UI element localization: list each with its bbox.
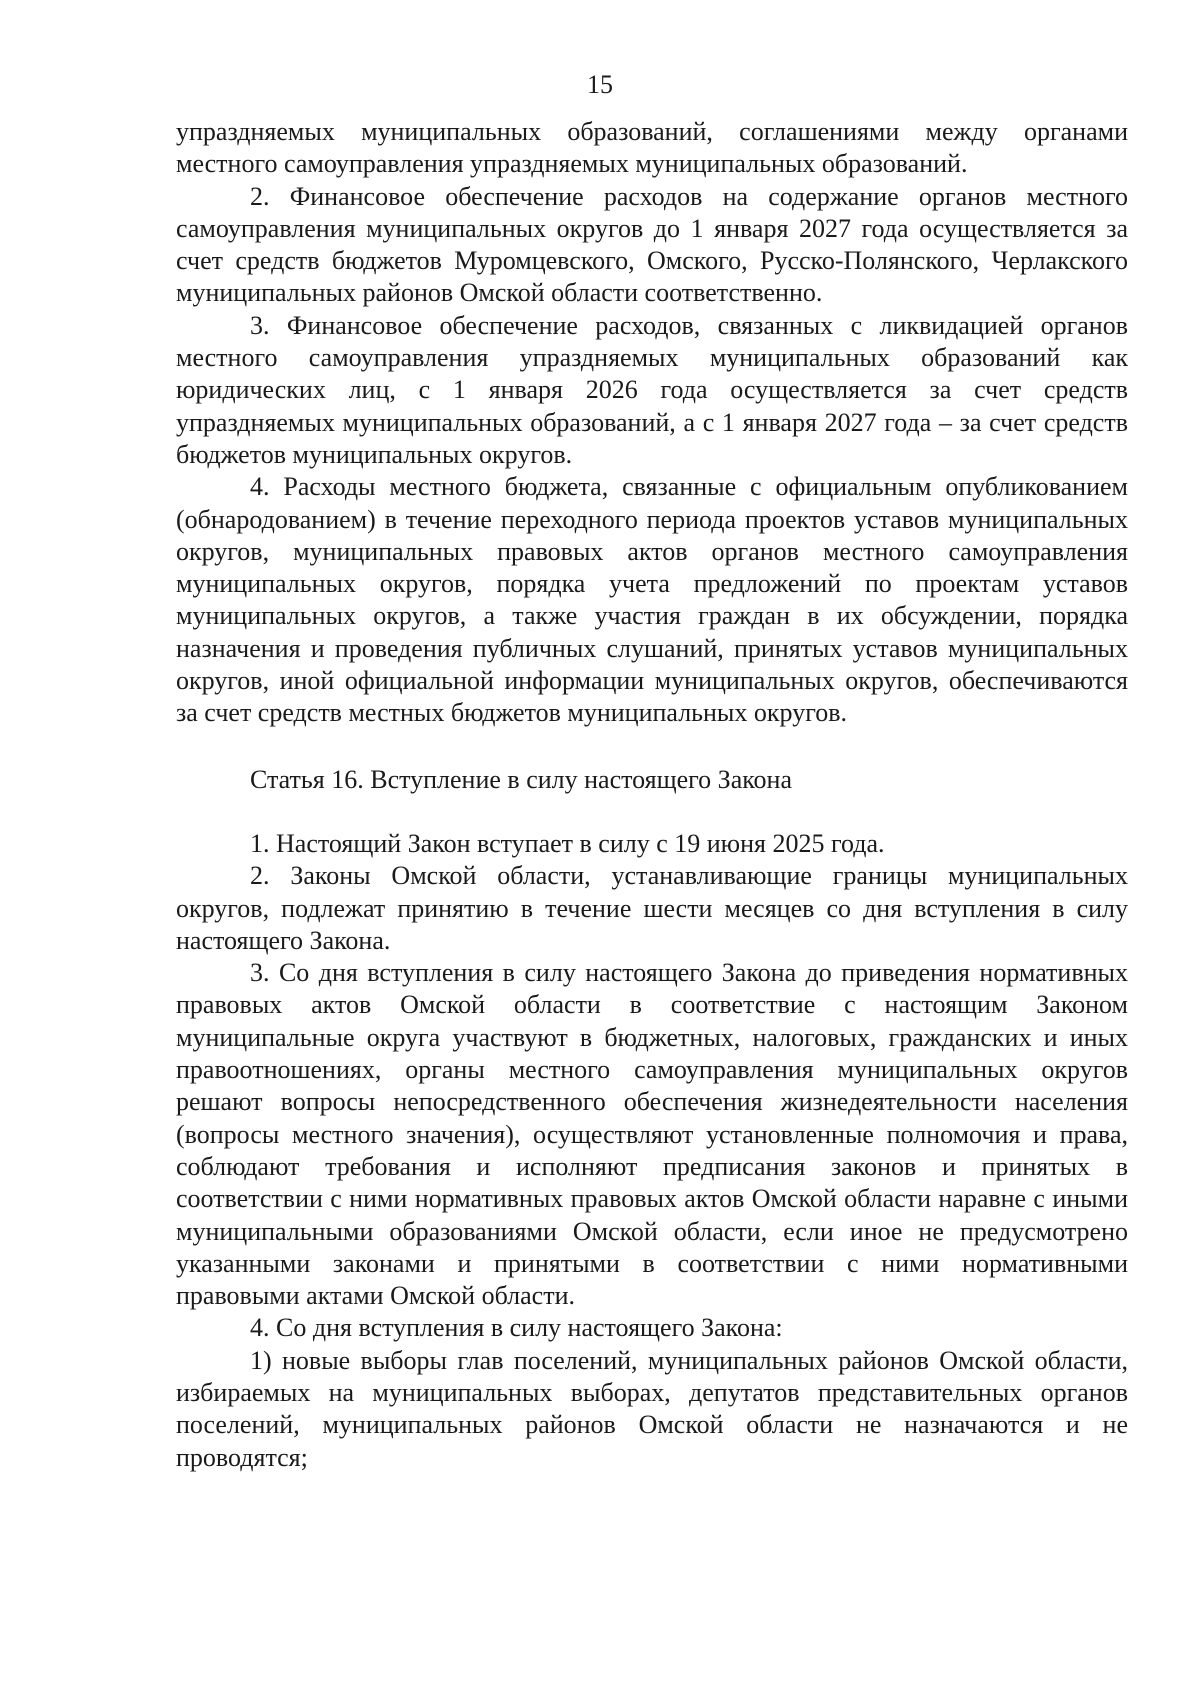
paragraph-item-4: 4. Расходы местного бюджета, связанные с официальным опубликованием (обнародованием) в течение переходного периода проектов уставов муниципальных округов, муниципальных правовых актов органов местного самоуправления муниципальных округов, порядка учета предложений по проектам уставов муниципальных округов, а также участия граждан в их обсуждении, порядка назначения и проведения публичных слушаний, принятых уставов муниципальных округов, иной официальной информации муниципальных округов, обеспечиваются за счет средств местных бюджетов муниципальных округов. [176, 472, 1128, 728]
document-body [176, 116, 1128, 1474]
paragraph-item-2: 2. Финансовое обеспечение расходов на содержание органов местного самоуправления муниципальных округов до 1 января 2027 года осуществляется за счет средств бюджетов Муромцевского, Омского, Русско-Полянского, Черлакского муниципальных районов Омской области соответственно. [176, 181, 1128, 308]
page-number: 15 [587, 70, 613, 99]
article-16-item-2: 2. Законы Омской области, устанавливающие границы муниципальных округов, подлежат принятию в течение шести месяцев со дня вступления в силу настоящего Закона. [176, 861, 1128, 955]
article-16-item-1: 1. Настоящий Закон вступает в силу с 19 июня 2025 года. [250, 828, 885, 858]
paragraph-continuation: упраздняемых муниципальных образований, соглашениями между органами местного самоуправления упраздняемых муниципальных образований. [176, 117, 1128, 179]
article-heading: Статья 16. Вступление в силу настоящего Закона [250, 764, 793, 794]
paragraph-item-3: 3. Финансовое обеспечение расходов, связанных с ликвидацией органов местного самоуправления упраздняемых муниципальных образований как юридических лиц, с 1 января 2026 года осуществляется за счет средств упраздняемых муниципальных образований, а с 1 января 2027 года – за счет средств бюджетов муниципальных округов. [176, 310, 1128, 469]
article-16-subitem-1: 1) новые выборы глав поселений, муниципальных районов Омской области, избираемых на муниципальных выборах, депутатов представительных органов поселений, муниципальных районов Омской области не назначаются и не проводятся; [176, 1345, 1128, 1472]
article-16-item-3: 3. Со дня вступления в силу настоящего Закона до приведения нормативных правовых актов Омской области в соответствие с настоящим Законом муниципальные округа участвуют в бюджетных, налоговых, гражданских и иных правоотношениях, органы местного самоуправления муниципальных округов решают вопросы непосредственного обеспечения жизнедеятельности населения (вопросы местного значения), осуществляют установленные полномочия и права, соблюдают требования и исполняют предписания законов и принятых в соответствии с ними нормативных правовых актов Омской области наравне с иными муниципальными образованиями Омской области, если иное не предусмотрено указанными законами и принятыми в соответствии с ними нормативными правовыми актами Омской области. [176, 958, 1128, 1311]
article-16-item-4: 4. Со дня вступления в силу настоящего Закона: [250, 1313, 783, 1343]
